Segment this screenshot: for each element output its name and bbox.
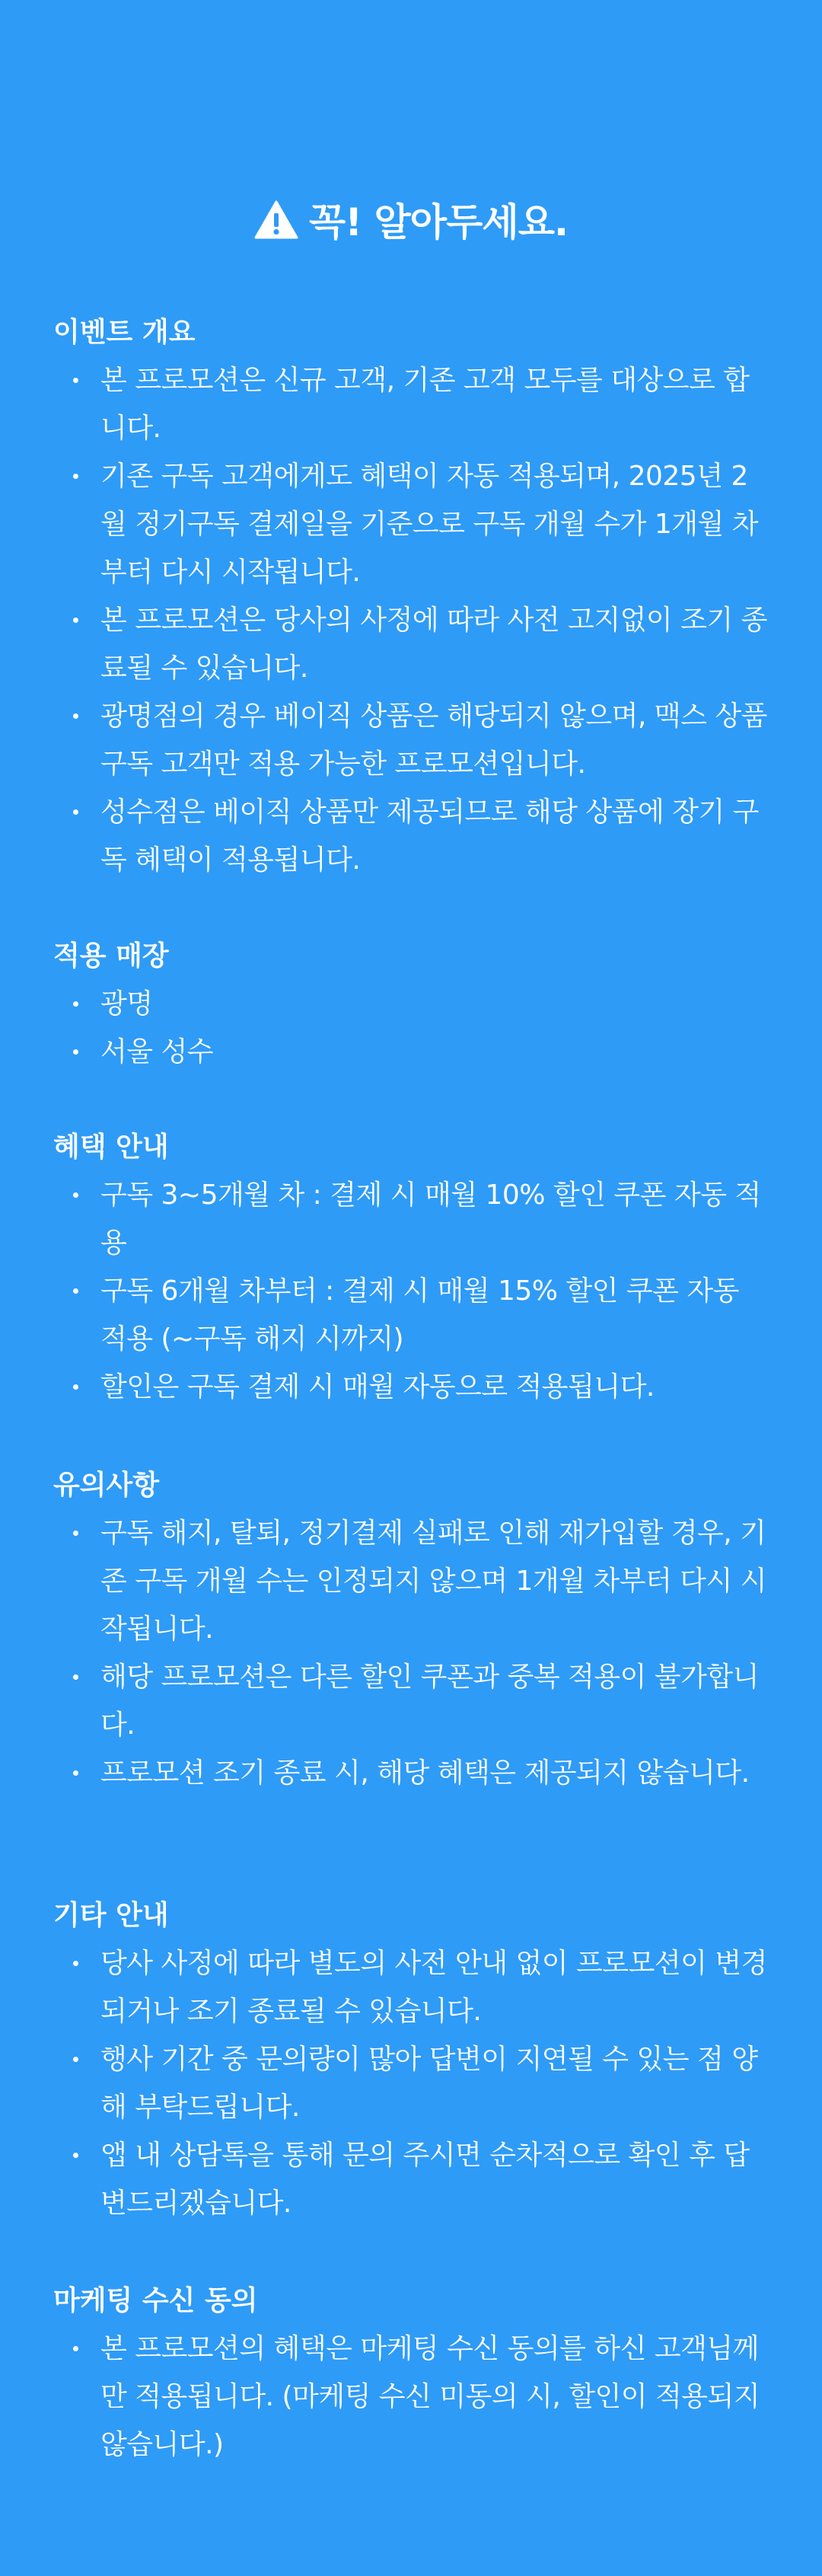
section-heading: 기타 안내 [53,1900,169,1931]
section-heading: 마케팅 수신 동의 [53,2285,258,2316]
section-other-info [53,1892,769,2227]
list-item: 광명 [53,980,769,1028]
section-list [53,980,769,1076]
section-benefits [53,1124,769,1411]
list-item: 행사 기간 중 문의량이 많아 답변이 지연될 수 있는 점 양해 부탁드립니다. [53,2035,769,2131]
bullet-icon [73,1674,78,1680]
section-list [53,1171,769,1411]
list-item: 광명점의 경우 베이직 상품은 해당되지 않으며, 맥스 상품 구독 고객만 적용 가능한 프로모션입니다. [53,692,769,788]
section-list [53,1509,769,1797]
notice-title [0,192,822,253]
list-item: 기존 구독 고객에게도 혜택이 자동 적용되며, 2025년 2월 정기구독 결제일을 기준으로 구독 개월 수가 1개월 차부터 다시 시작됩니다. [53,452,769,596]
section-heading: 유의사항 [53,1470,160,1501]
list-item: 할인은 구독 결제 시 매월 자동으로 적용됩니다. [53,1363,769,1411]
list-item: 구독 3~5개월 차 : 결제 시 매월 10% 할인 쿠폰 자동 적용 [53,1171,769,1267]
list-item: 본 프로모션은 신규 고객, 기존 고객 모두를 대상으로 합니다. [53,356,769,452]
bullet-icon [73,2057,78,2062]
bullet-icon [73,1770,78,1776]
section-heading: 적용 매장 [53,940,169,972]
section-cautions [53,1462,769,1797]
section-heading: 혜택 안내 [53,1132,169,1163]
warning-icon [254,200,298,240]
bullet-icon [73,1384,78,1390]
bullet-icon [73,2153,78,2158]
list-item: 구독 해지, 탈퇴, 정기결제 실패로 인해 재가입할 경우, 기존 구독 개월 수는 인정되지 않으며 1개월 차부터 다시 시작됩니다. [53,1509,769,1653]
section-marketing-consent [53,2278,769,2469]
list-item: 서울 성수 [53,1028,769,1076]
bullet-icon [73,1049,78,1055]
bullet-icon [73,2346,78,2351]
bullet-icon [73,1288,78,1294]
bullet-icon [73,378,78,383]
section-list [53,1939,769,2227]
section-list [53,356,769,884]
bullet-icon [73,713,78,719]
bullet-icon [73,618,78,623]
list-item: 프로모션 조기 종료 시, 해당 혜택은 제공되지 않습니다. [53,1749,769,1797]
section-heading: 이벤트 개요 [53,317,196,348]
bullet-icon [73,474,78,479]
section-stores [53,933,769,1076]
section-event-overview [53,309,769,884]
list-item: 구독 6개월 차부터 : 결제 시 매월 15% 할인 쿠폰 자동 적용 (~구독 해지 시까지) [53,1267,769,1363]
list-item: 본 프로모션의 혜택은 마케팅 수신 동의를 하신 고객님께만 적용됩니다. (마케팅 수신 미동의 시, 할인이 적용되지 않습니다.) [53,2325,769,2469]
bullet-icon [73,1192,78,1198]
bullet-icon [73,1531,78,1536]
list-item: 본 프로모션은 당사의 사정에 따라 사전 고지없이 조기 종료될 수 있습니다. [53,596,769,692]
section-list [53,2325,769,2469]
bullet-icon [73,1961,78,1966]
bullet-icon [73,1001,78,1007]
bullet-icon [73,809,78,815]
list-item: 성수점은 베이직 상품만 제공되므로 해당 상품에 장기 구독 혜택이 적용됩니다. [53,788,769,884]
list-item: 당사 사정에 따라 별도의 사전 안내 없이 프로모션이 변경되거나 조기 종료될 수 있습니다. [53,1939,769,2035]
list-item: 앱 내 상담톡을 통해 문의 주시면 순차적으로 확인 후 답변드리겠습니다. [53,2131,769,2227]
notice-title-text: 꼭! 알아두세요. [308,200,568,244]
list-item: 해당 프로모션은 다른 할인 쿠폰과 중복 적용이 불가합니다. [53,1653,769,1749]
